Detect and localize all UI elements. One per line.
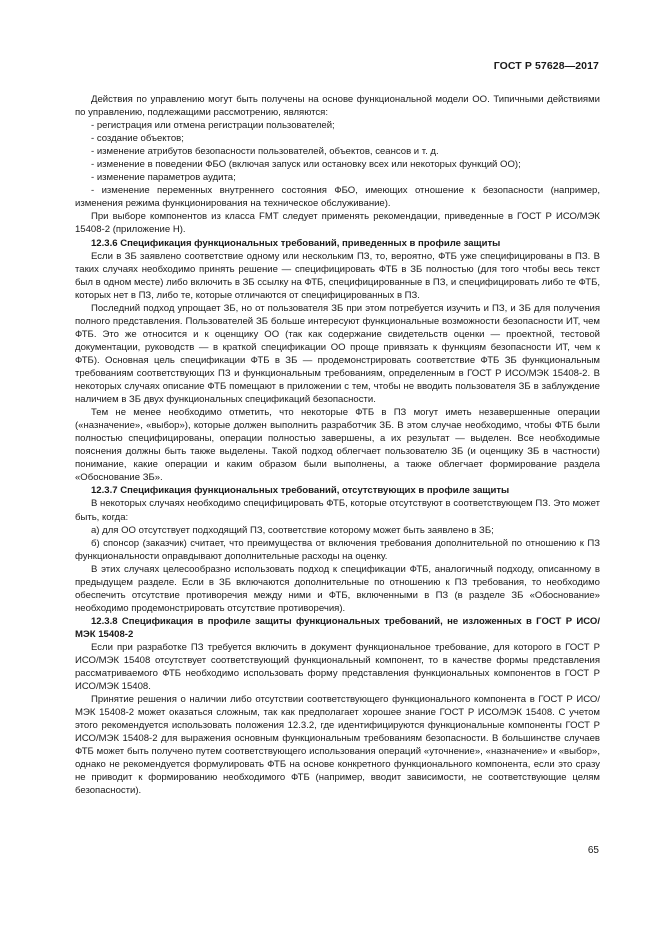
section-heading: 12.3.7 Спецификация функциональных требований, отсутствующих в профиле защиты [91,485,510,497]
paragraph: Если в ЗБ заявлено соответствие одному или нескольким ПЗ, то, вероятно, ФТБ уже специфицированы в ПЗ. В таких случаях необходимо принять решение — специфицировать ФТБ в ЗБ полностью (для того чтобы весь текст был в одном месте) либо включить в ЗБ ссылку на ФТБ, специфицированные в ПЗ, и специфицировать либо те ФТБ, которых нет в ПЗ, либо те, которые отличаются от специфицированных в ПЗ. [75,250,600,301]
list-item: - изменение атрибутов безопасности пользователей, объектов, сеансов и т. д. [91,146,439,158]
paragraph: Если при разработке ПЗ требуется включить в документ функциональное требование, для которого в ГОСТ Р ИСО/МЭК 15408 отсутствует соответствующий функциональный компонент, то в качестве формы представления рассматриваемого ФТБ необходимо использовать форму представления функциональных компонентов в ГОСТ Р ИСО/МЭК 15408. [75,641,600,693]
section-heading: 12.3.8 Спецификация в профиле защиты функциональных требований, не изложенных в ГОСТ Р ИСО/МЭК 15408-2 [75,615,600,640]
paragraph: Действия по управлению могут быть получены на основе функциональной модели ОО. Типичными действиями по управлению, подлежащими рассмотрению, являются: [75,94,600,119]
list-item: а) для ОО отсутствует подходящий ПЗ, соответствие которому может быть заявлено в ЗБ; [91,524,494,536]
list-item: - создание объектов; [91,133,184,145]
paragraph: Последний подход упрощает ЗБ, но от пользователя ЗБ при этом потребуется изучить и ПЗ, и ЗБ для получения полного представления. Пользователей ЗБ больше интересуют функциональные возможности безопасности ИТ, чем ФТБ. Это же относится и к оценщику ОО (так как содержание свидетельств оценки — проектной, тестовой документации, руководств — в краткой спецификации ОО проще привязать к функциям безопасности ИТ, чем к ФТБ). Основная цель спецификации ФТБ в ЗБ — продемонстрировать соответствие ФТБ ЗБ функциональным требованиям соответствующих ПЗ и функциональным требованиям, определенным в ГОСТ Р ИСО/МЭК 15408-2. В некоторых случаях описание ФТБ помещают в приложении с тем, чтобы не вводить пользователя ЗБ в заблуждение наличием в ЗБ двух функциональных спецификаций безопасности. [75,302,600,406]
list-item: - изменение параметров аудита; [91,172,236,184]
paragraph: Принятие решения о наличии либо отсутствии соответствующего функционального компонента в ГОСТ Р ИСО/МЭК 15408-2 может оказаться сложным, так как предполагает хорошее знание ГОСТ Р ИСО/МЭК 15408. С учетом этого рекомендуется использовать положения 12.3.2, где идентифицируются функциональные компоненты ГОСТ Р ИСО/МЭК 15408-2 для выражения основным функциональным требованиям безопасности. В большинстве случаев ФТБ может быть получено путем соответствующего использования операций «уточнение», «назначение» и «выбор», однако не рекомендуется формулировать ФТБ на основе конкретного функционального компонента, если это сразу не приводит к формированию необходимого ФТБ (например, вводит зависимости, не соответствующие целям безопасности). [75,694,600,797]
paragraph: При выборе компонентов из класса FMT следует применять рекомендации, приведенные в ГОСТ Р ИСО/МЭК 15408-2 (приложение H). [75,211,600,236]
page-number: 65 [587,845,599,856]
paragraph: В этих случаях целесообразно использовать подход к спецификации ФТБ, аналогичный подходу, описанному в предыдущем разделе. Если в ЗБ включаются дополнительные по отношению к ПЗ требования, то необходимо обеспечить отсутствие противоречия между ними и ФТБ, включенными в ПЗ (в разделе ЗБ «Обоснование» необходимо продемонстрировать отсутствие противоречия). [75,563,600,614]
document-code-header: ГОСТ Р 57628—2017 [493,60,599,72]
paragraph: В некоторых случаях необходимо специфицировать ФТБ, которые отсутствуют в соответствующем ПЗ. Это может быть, когда: [75,498,600,523]
section-heading: 12.3.6 Спецификация функциональных требований, приведенных в профиле защиты [91,237,501,249]
document-body [75,93,600,798]
paragraph: Тем не менее необходимо отметить, что некоторые ФТБ в ПЗ могут иметь незавершенные операции («назначение», «выбор»), которые должен выполнить разработчик ЗБ. В этом случае необходимо, чтобы ФТБ были полностью специфицированы, операции полностью завершены, а их результат — выделен. Все необходимые пояснения должны быть также выделены. Такой подход облегчает пользователю ЗБ (и оценщику ЗБ в частности) понимание, какие операции и каким образом были выполнены, а также облегчает формирование раздела «Обоснование ЗБ». [75,407,600,484]
list-item: - изменение переменных внутреннего состояния ФБО, имеющих отношение к безопасности (например, изменения режима функционирования на техническое обслуживание). [75,185,600,210]
list-item: - регистрация или отмена регистрации пользователей; [91,120,335,132]
list-item: б) спонсор (заказчик) считает, что преимущества от включения требования дополнительной по отношению к ПЗ функциональности оправдывают дополнительные расходы на оценку. [75,537,600,562]
list-item: - изменение в поведении ФБО (включая запуск или остановку всех или некоторых функций ОО); [91,159,521,171]
